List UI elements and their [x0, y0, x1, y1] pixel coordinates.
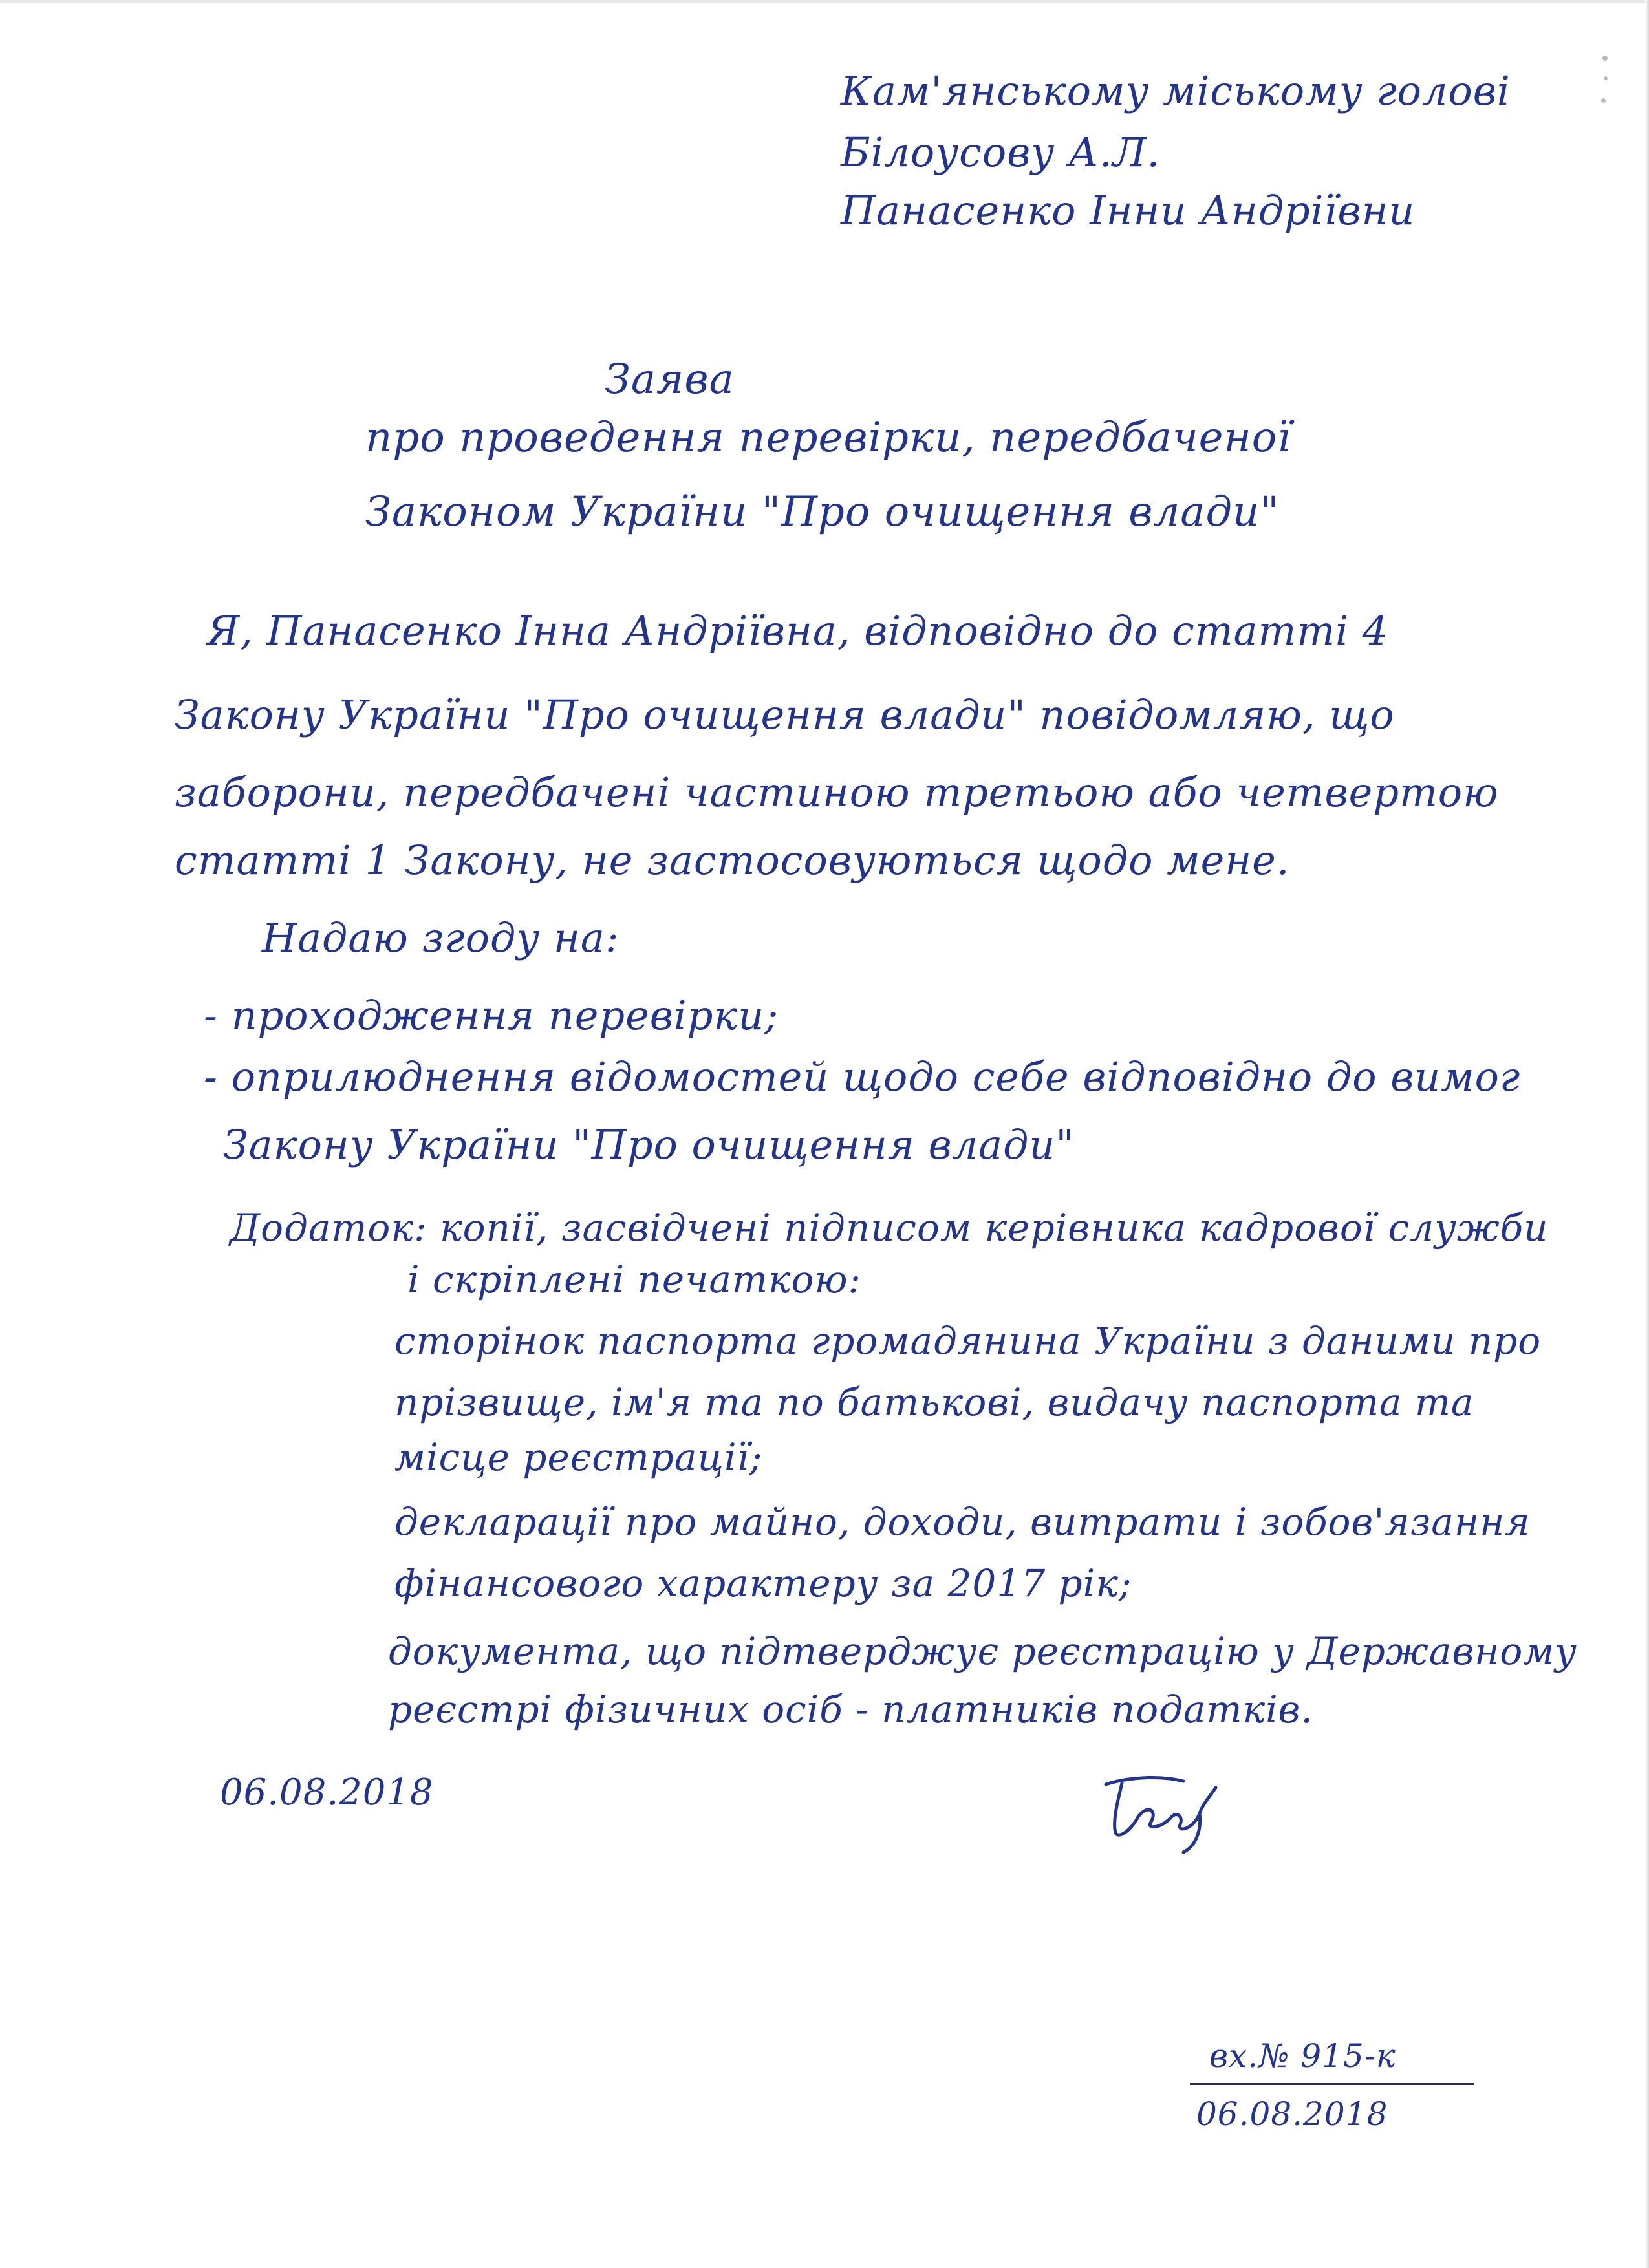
scan-speck	[1604, 76, 1608, 80]
document-subtitle-line-2: Законом України "Про очищення влади"	[365, 488, 1280, 536]
statement-line-4: статті 1 Закону, не застосовуються щодо мене.	[175, 837, 1290, 884]
statement-line-2: Закону України "Про очищення влади" повідомляю, що	[175, 691, 1395, 738]
document-date: 06.08.2018	[220, 1771, 434, 1813]
addressee-line-2: Білоусову А.Л.	[841, 129, 1161, 176]
addressee-line-1: Кам'янському міському голові	[841, 67, 1511, 114]
annex-line-2: і скріплені печаткою:	[407, 1257, 862, 1301]
statement-line-1: Я, Панасенко Інна Андріївна, відповідно до статті 4	[207, 607, 1389, 654]
statement-line-3: заборони, передбачені частиною третьою або четвертою	[175, 769, 1499, 816]
scan-speck	[1601, 98, 1606, 103]
annex-line-4: прізвище, ім'я та по батькові, видачу паспорта та	[394, 1380, 1474, 1424]
annex-line-9: реєстрі фізичних осіб - платників податків.	[388, 1687, 1313, 1731]
annex-line-3: сторінок паспорта громадянина України з даними про	[394, 1319, 1542, 1363]
scan-speck	[1602, 56, 1608, 61]
registration-date: 06.08.2018	[1196, 2095, 1388, 2133]
annex-line-8: документа, що підтверджує реєстрацію у Державному	[388, 1629, 1578, 1673]
scan-edge-right	[1645, 0, 1649, 2268]
consent-item-2-line-1: - оприлюднення відомостей щодо себе відповідно до вимог	[204, 1053, 1521, 1100]
addressee-line-3: Панасенко Інни Андріївни	[841, 187, 1416, 234]
consent-item-2-line-2: Закону України "Про очищення влади"	[223, 1121, 1075, 1168]
annex-line-7: фінансового характеру за 2017 рік;	[394, 1561, 1132, 1605]
document-subtitle-line-1: про проведення перевірки, передбаченої	[365, 414, 1291, 462]
registration-number: вх.№ 915-к	[1209, 2037, 1396, 2075]
scan-edge-top	[0, 0, 1649, 3]
registration-divider	[1190, 2083, 1474, 2085]
document-title: Заява	[605, 356, 735, 403]
signature-icon	[1086, 1759, 1242, 1856]
consent-item-1: - проходження перевірки;	[204, 992, 779, 1039]
annex-line-5: місце реєстрації;	[394, 1435, 763, 1479]
annex-line-1: Додаток: копії, засвідчені підписом керівника кадрової служби	[230, 1206, 1549, 1250]
annex-line-6: декларації про майно, доходи, витрати і зобов'язання	[394, 1500, 1531, 1544]
consent-heading: Надаю згоду на:	[262, 914, 620, 961]
